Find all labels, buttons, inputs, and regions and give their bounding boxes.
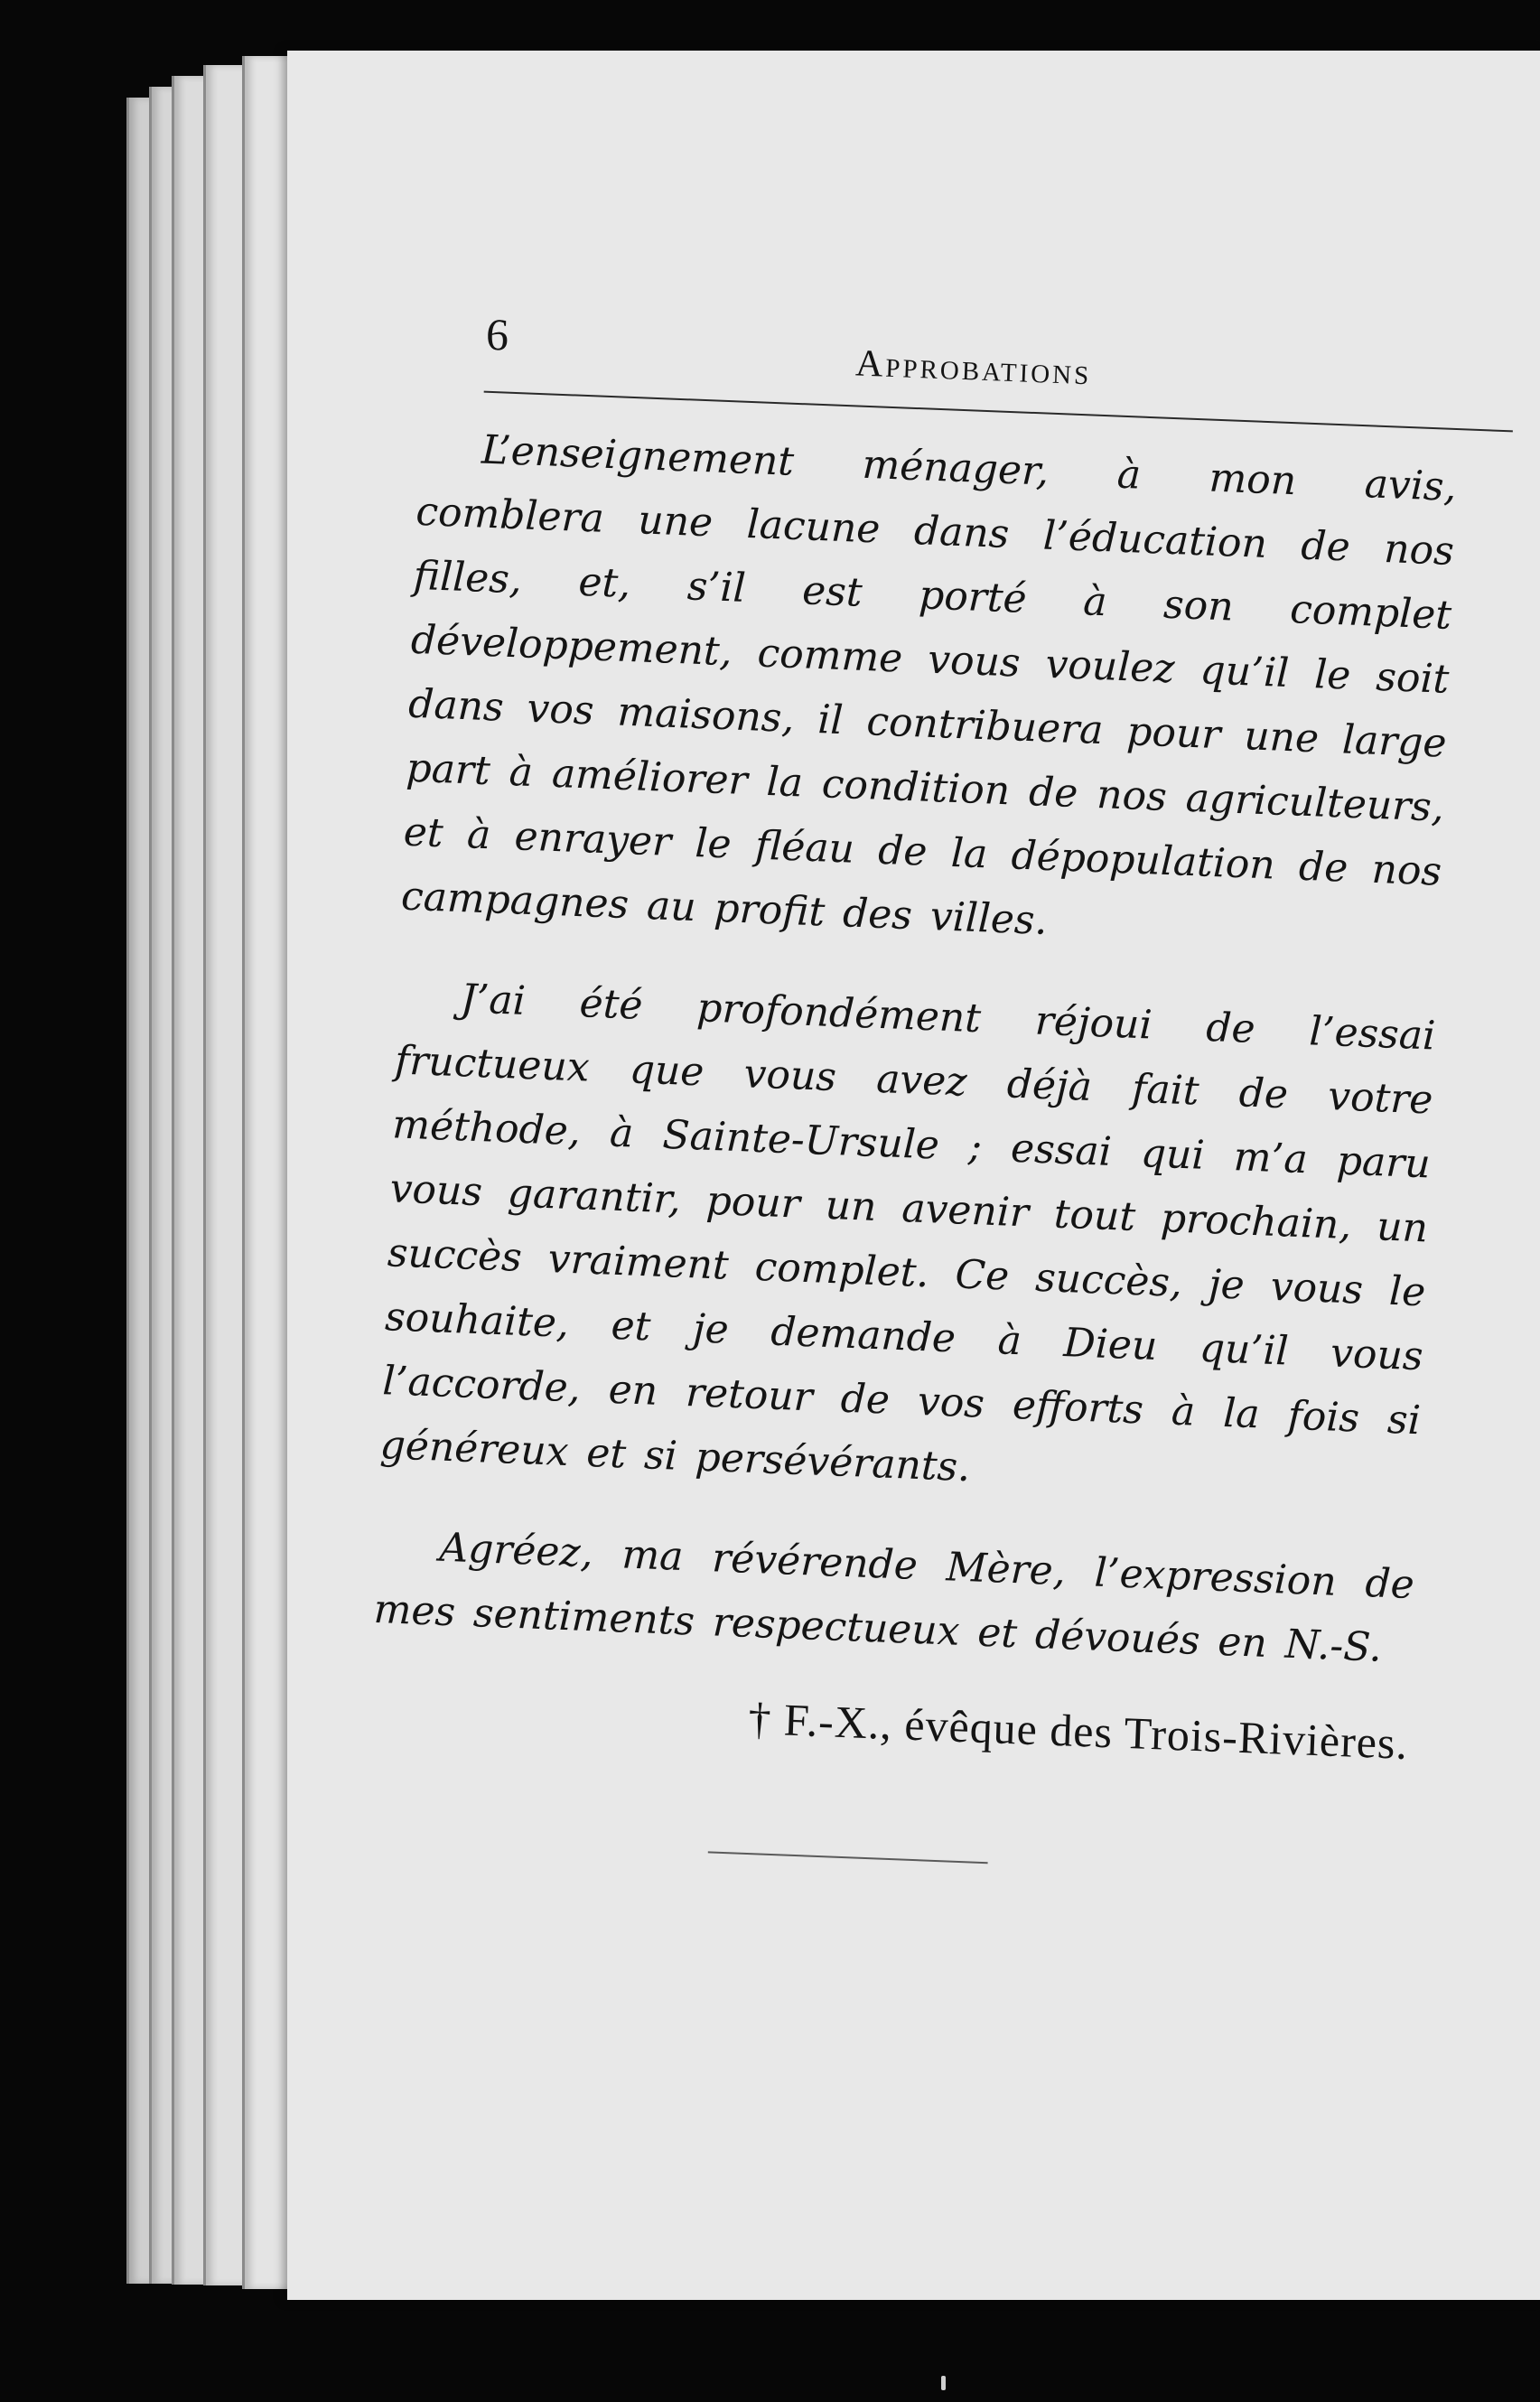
body-text bbox=[372, 416, 1457, 1681]
scan-speck bbox=[941, 2376, 946, 2390]
paragraph-1: L’enseignement ménager, à mon avis, comblera une lacune dans l’éducation de nos filles, et, s’il est porté à son complet développement, comme vous voulez qu’il le soit dans vos maisons, il contribuera pour une large part à améliorer la condition de nos agriculteurs, et à enrayer le fléau de la dépopulation de nos campagnes au profit des villes. bbox=[400, 426, 1458, 944]
page-number: 6 bbox=[485, 308, 510, 360]
page-content bbox=[365, 289, 1521, 1882]
signature-line: † F.-X., évêque des Trois-Rivières. bbox=[747, 1692, 1410, 1769]
header-title: Approbations bbox=[854, 342, 1093, 394]
paragraph-2: J’ai été profondément réjoui de l’essai fructueux que vous avez déjà fait de votre méthode, à Sainte-Ursule ; essai qui m’a paru vous garantir, pour un avenir tout prochain, un succès vraiment complet. Ce succès, je vous le souhaite, et je demande à Dieu qu’il vous l’accorde, en retour de vos efforts à la fois si généreux et si persévérants. bbox=[378, 976, 1437, 1491]
paragraph-3: Agréez, ma révérende Mère, l’expression de mes sentiments respectueux et dévoués en N.-S. bbox=[372, 1524, 1415, 1671]
